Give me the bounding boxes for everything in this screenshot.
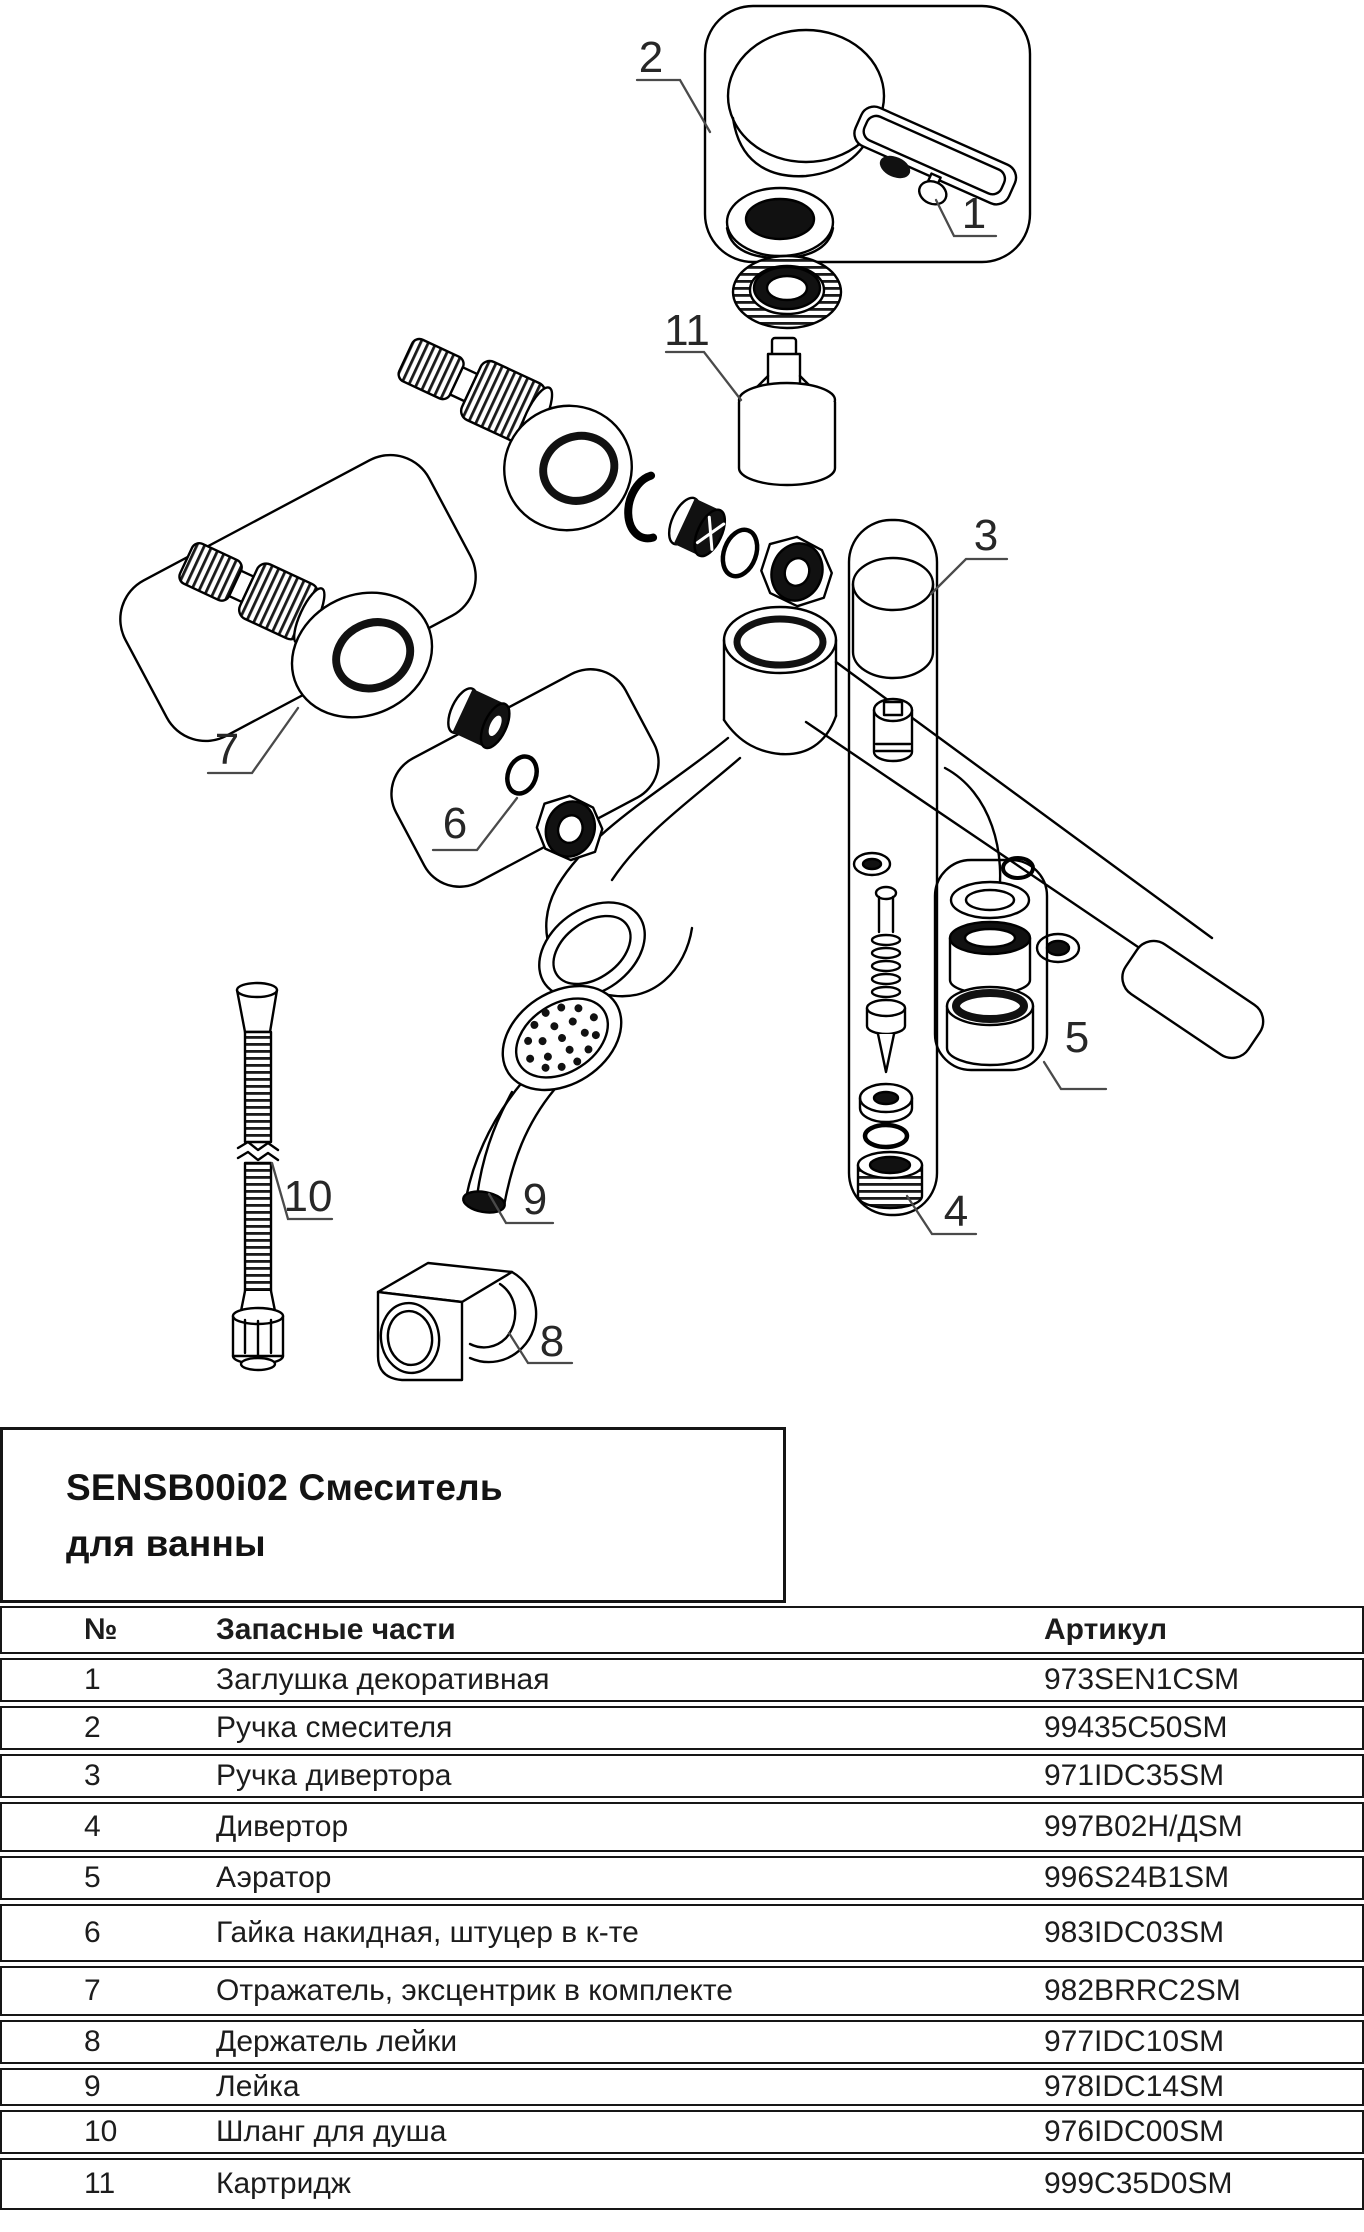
row-part: Держатель лейки [216,2025,458,2058]
row-article: 997B02H/ДSM [1044,1810,1243,1843]
header-number: № [84,1613,118,1646]
row-number: 2 [84,1711,101,1744]
row-number: 1 [84,1663,101,1696]
row-article: 999C35D0SM [1044,2167,1233,2200]
title-block [0,1427,786,1603]
row-number: 10 [84,2115,118,2148]
callout-number-6: 6 [442,799,468,848]
table-header-row [0,1606,1364,1654]
row-part: Картридж [216,2167,351,2200]
row-part: Ручка смесителя [216,1711,453,1744]
diverter-group [849,520,937,1215]
table-row [0,1856,1364,1900]
row-article: 983IDC03SM [1044,1916,1225,1949]
callout-number-11: 11 [664,306,710,355]
table-row [0,1754,1364,1798]
row-number: 7 [84,1974,101,2007]
callout-number-7: 7 [214,725,240,774]
callout-number-5: 5 [1064,1013,1090,1062]
leader-5 [1044,1062,1106,1089]
row-part: Гайка накидная, штуцер в к-те [216,1916,639,1949]
row-article: 99435C50SM [1044,1711,1228,1744]
cartridge-drawing [733,256,841,485]
callout-number-2: 2 [638,33,664,82]
table-row [0,1802,1364,1852]
leader-3 [931,559,1007,594]
shower-head-drawing [462,965,641,1216]
table-row [0,2068,1364,2106]
spare-parts-table [0,1606,1364,2214]
row-article: 973SEN1CSM [1044,1663,1240,1696]
callout-number-10: 10 [283,1172,333,1221]
row-part: Шланг для душа [216,2115,447,2148]
leader-2 [637,80,710,132]
row-part: Отражатель, эксцентрик в комплекте [216,1974,733,2007]
row-number: 4 [84,1810,101,1843]
shower-bracket-drawing [376,1263,536,1380]
row-part: Дивертор [216,1810,349,1843]
row-number: 5 [84,1861,101,1894]
row-part: Лейка [216,2070,300,2103]
row-number: 11 [84,2167,116,2200]
washers-stack-drawing [621,472,840,614]
table-row [0,2110,1364,2154]
callout-number-3: 3 [973,511,999,560]
row-number: 3 [84,1759,101,1792]
row-article: 996S24B1SM [1044,1861,1230,1894]
row-article: 977IDC10SM [1044,2025,1225,2058]
row-article: 982BRRC2SM [1044,1974,1241,2007]
row-article: 978IDC14SM [1044,2070,1225,2103]
row-number: 8 [84,2025,101,2058]
aerator-drawing [935,860,1047,1070]
product-title [66,1460,503,1572]
callout-number-1: 1 [961,189,987,238]
leader-11 [666,352,741,400]
nut-group [377,655,672,901]
row-article: 976IDC00SM [1044,2115,1225,2148]
callout-number-4: 4 [943,1187,969,1236]
callout-number-9: 9 [522,1175,548,1224]
eccentric-fitting-drawing [393,327,650,548]
table-row [0,1658,1364,1702]
table-row [0,1966,1364,2016]
callout-number-8: 8 [539,1317,565,1366]
row-part: Ручка дивертора [216,1759,452,1792]
row-part: Заглушка декоративная [216,1663,550,1696]
row-article: 971IDC35SM [1044,1759,1225,1792]
table-row [0,2020,1364,2064]
callout-leader-lines [208,80,1106,1363]
header-part: Запасные части [216,1613,456,1646]
table-row [0,1904,1364,1962]
product-title-line2: для ванны [66,1523,266,1564]
row-part: Аэратор [216,1861,332,1894]
row-number: 6 [84,1916,101,1949]
product-title-line1: SENSB00i02 Смеситель [66,1467,503,1508]
row-number: 9 [84,2070,101,2103]
table-row [0,2158,1364,2210]
table-row [0,1706,1364,1750]
header-article: Артикул [1044,1613,1168,1646]
